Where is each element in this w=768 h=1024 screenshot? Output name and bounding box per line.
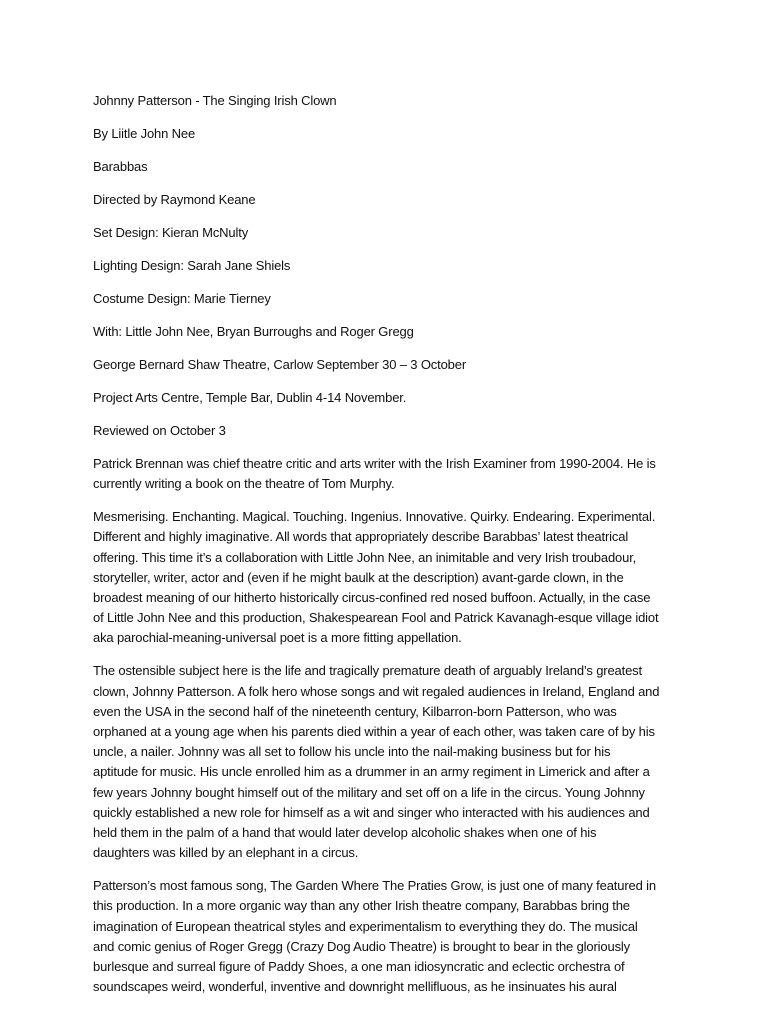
text-line: daughters was killed by an elephant in a circus. [93, 845, 359, 861]
text-line: currently writing a book on the theatre of Tom Murphy. [93, 476, 395, 492]
text-line: soundscapes weird, wonderful, inventive and downright mellifluous, as he insinuates his aural [93, 979, 617, 995]
text-line: offering. This time it’s a collaboration with Little John Nee, an inimitable and very Irish troubadour, [93, 549, 637, 565]
text-line: aka parochial-meaning-universal poet is a more fitting appellation. [93, 630, 462, 646]
production-paragraph [93, 876, 683, 997]
text-line: orphaned at a young age when his parents died within a year of each other, was taken care of by his [93, 724, 655, 740]
cast-line: With: Little John Nee, Bryan Burroughs and Roger Gregg [93, 324, 414, 339]
director-line: Directed by Raymond Keane [93, 192, 256, 207]
set-design-line: Set Design: Kieran McNulty [93, 225, 249, 240]
lighting-design-line: Lighting Design: Sarah Jane Shiels [93, 258, 291, 273]
text-line: Different and highly imaginative. All words that appropriately describe Barabbas’ latest theatrical [93, 529, 629, 545]
text-line: Patterson’s most famous song, The Garden Where The Praties Grow, is just one of many featured in [93, 878, 656, 894]
author-line: By Liitle John Nee [93, 126, 196, 141]
text-line: this production. In a more organic way than any other Irish theatre company, Barabbas bring the [93, 898, 630, 914]
biography-paragraph [93, 661, 683, 863]
text-line: few years Johnny bought himself out of the military and set off on a life in the circus. Young Johnny [93, 784, 645, 800]
reviewer-bio-paragraph [93, 454, 683, 494]
text-line: The ostensible subject here is the life and tragically premature death of arguably Ireland’s greatest [93, 663, 642, 679]
costume-design-line: Costume Design: Marie Tierney [93, 291, 271, 306]
text-line: storyteller, writer, actor and (even if he might baulk at the description) avant-garde clown, in the [93, 569, 624, 585]
company-line: Barabbas [93, 159, 148, 174]
text-line: quickly established a new role for himself as a wit and singer who interacted with his audiences and [93, 804, 650, 820]
text-line: aptitude for music. His uncle enrolled him as a drummer in an army regiment in Limerick and after a [93, 764, 650, 780]
text-line: and comic genius of Roger Gregg (Crazy Dog Audio Theatre) is brought to bear in the gloriously [93, 938, 631, 954]
text-line: burlesque and surreal figure of Paddy Shoes, a one man idiosyncratic and eclectic orchestra of [93, 959, 625, 975]
text-line: held them in the palm of a hand that would later develop alcoholic shakes when one of his [93, 825, 597, 841]
intro-paragraph [93, 507, 683, 648]
text-line: imagination of European theatrical styles and experimentalism to everything they do. The musical [93, 918, 638, 934]
review-document [93, 91, 683, 1010]
venue-dublin-line: Project Arts Centre, Temple Bar, Dublin 4-14 November. [93, 390, 407, 405]
reviewed-date-line: Reviewed on October 3 [93, 423, 226, 438]
text-line: uncle, a nailer. Johnny was all set to follow his uncle into the nail-making business but for his [93, 744, 611, 760]
text-line: Mesmerising. Enchanting. Magical. Touching. Ingenius. Innovative. Quirky. Endearing. Experimental. [93, 509, 656, 525]
text-line: clown, Johnny Patterson. A folk hero whose songs and wit regaled audiences in Ireland, England and [93, 683, 660, 699]
venue-carlow-line: George Bernard Shaw Theatre, Carlow September 30 – 3 October [93, 357, 467, 372]
text-line: Patrick Brennan was chief theatre critic and arts writer with the Irish Examiner from 1990-2004. He is [93, 456, 656, 471]
text-line: even the USA in the second half of the nineteenth century, Kilbarron-born Patterson, who was [93, 703, 617, 719]
text-line: broadest meaning of our hitherto historically circus-confined red nosed buffoon. Actually, in the case [93, 590, 651, 606]
text-line: of Little John Nee and this production, Shakespearean Fool and Patrick Kavanagh-esque village idiot [93, 610, 659, 626]
production-title: Johnny Patterson - The Singing Irish Clown [93, 93, 337, 108]
